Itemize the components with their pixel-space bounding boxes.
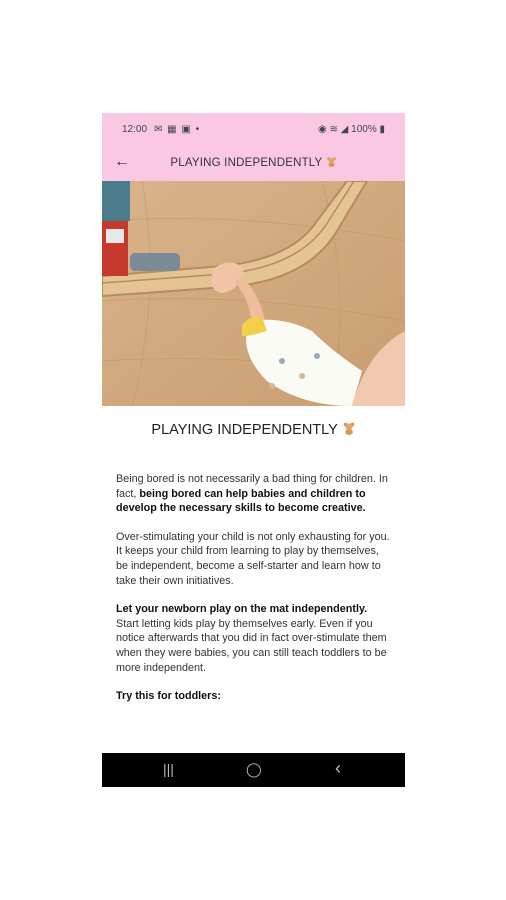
paragraph-overstimulating: Over-stimulating your child is not only exhausting for you. It keeps your child from learning to play by themselves, be independent, become a self-starter and learn how to take their own initiatives. — [116, 530, 390, 587]
status-time: 12:00 — [122, 124, 148, 135]
app-bar — [102, 145, 405, 181]
page-title — [102, 156, 405, 169]
system-status-icons: ◉ ≋ ◢ 100% ▮ — [318, 124, 385, 135]
article-body — [116, 472, 392, 718]
baby-train-track-photo — [102, 181, 405, 406]
paragraph-boredom — [116, 472, 392, 516]
paragraph-bold: Let your newborn play on the mat independently. — [116, 603, 368, 616]
nav-back-icon[interactable]: ‹ — [335, 758, 341, 778]
hero-image — [102, 181, 405, 406]
paragraph-newborn — [116, 602, 392, 675]
phone-screen — [102, 113, 405, 787]
notification-icons: ✉ ▦ ▣ • — [154, 124, 201, 135]
paragraph-toddlers — [116, 689, 392, 704]
home-icon[interactable]: ◯ — [246, 761, 262, 777]
article-content — [102, 406, 405, 753]
paragraph-text: Being bored is not necessarily a bad thing for children. In fact, — [116, 473, 388, 500]
paragraph-text: Start letting kids play by themselves early. Even if you notice afterwards that you did in fact over-stimulate them when they were babies, you can still teach toddlers to be more independent. — [116, 617, 387, 674]
paragraph-bold: Try this for toddlers: — [116, 690, 221, 703]
paragraph-bold: being bored can help babies and children to develop the necessary skills to become creative. — [116, 487, 366, 515]
recents-icon[interactable]: ||| — [163, 761, 174, 777]
page-title-text: PLAYING INDEPENDENTLY — [170, 157, 323, 169]
back-arrow-icon[interactable]: ← — [114, 153, 130, 170]
article-title-text: PLAYING INDEPENDENTLY — [151, 422, 338, 438]
article-title — [102, 421, 405, 438]
status-bar — [102, 113, 405, 145]
teddy-bear-icon — [342, 421, 356, 435]
teddy-bear-icon — [326, 156, 337, 167]
system-nav-bar — [102, 753, 405, 787]
